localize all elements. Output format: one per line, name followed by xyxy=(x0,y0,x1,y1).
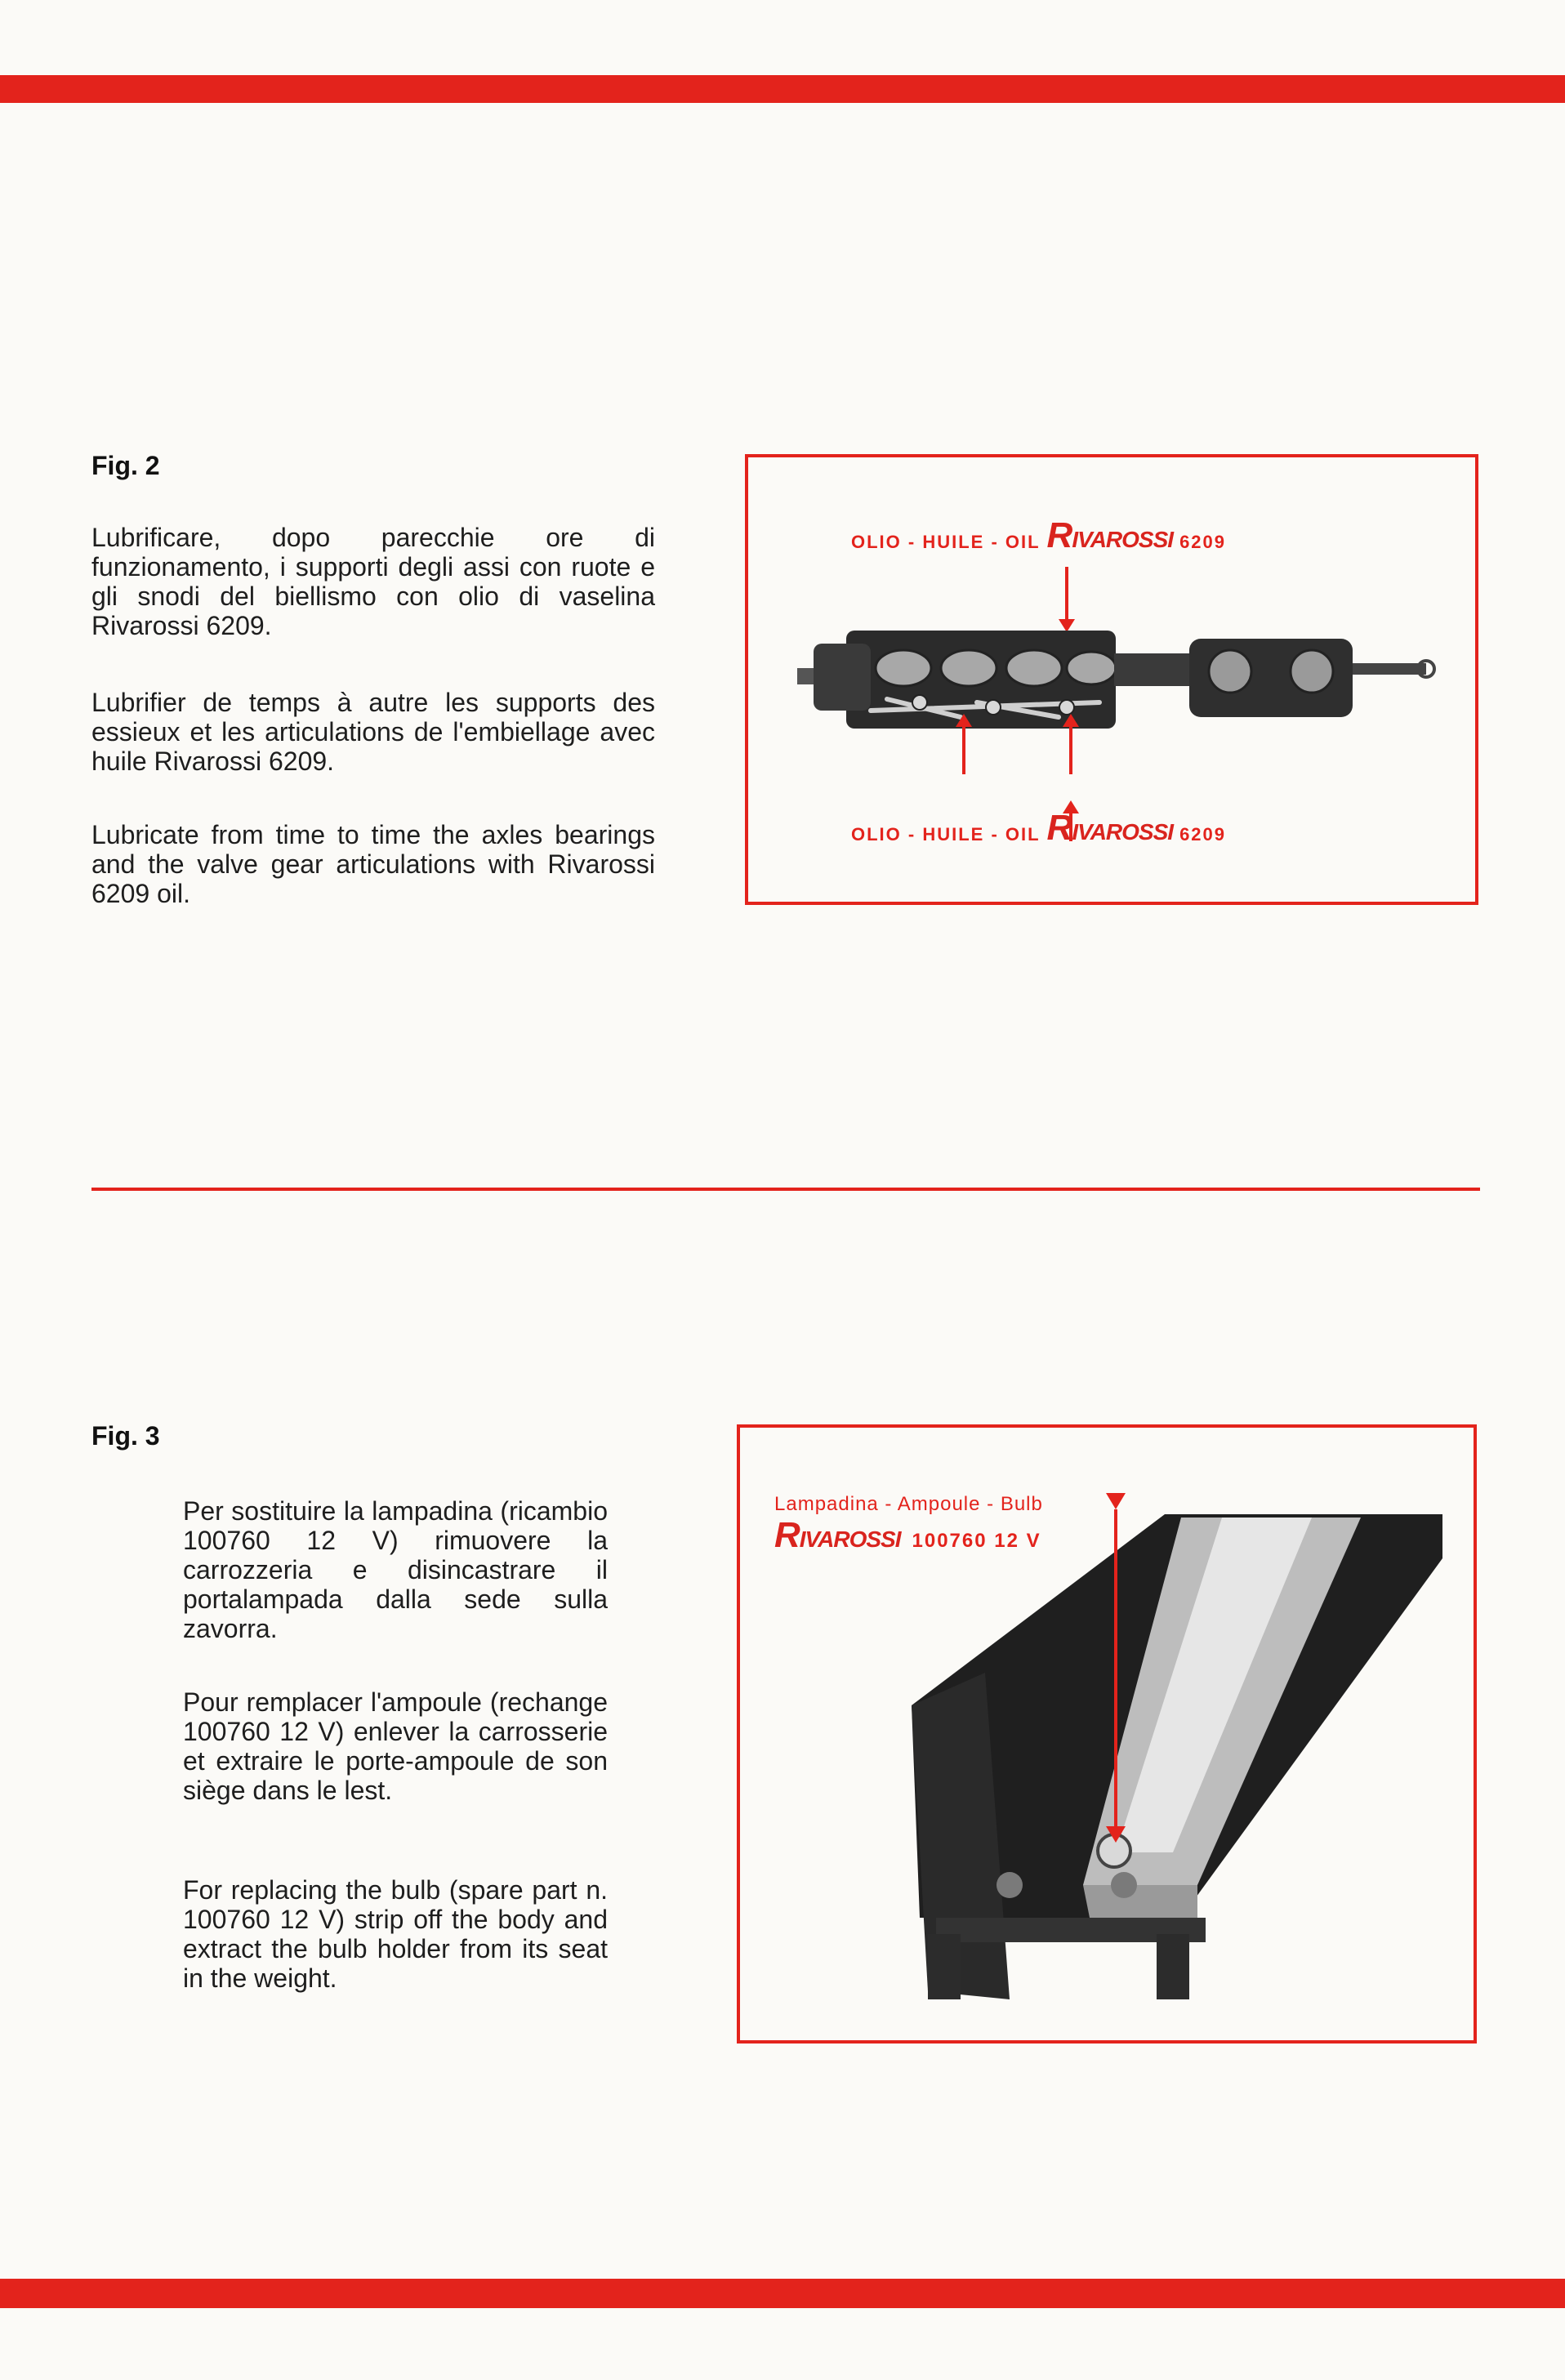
fig2-bottom-oil-label: OLIO - HUILE - OIL RIVAROSSI 6209 xyxy=(851,808,1227,848)
locomotive-body-illustration xyxy=(740,1428,1474,2040)
fig2-top-oil-label: OLIO - HUILE - OIL RIVAROSSI 6209 xyxy=(851,515,1227,555)
fig3-paragraph-it: Per sostituire la lampadina (ricambio 100760 12 V) rimuovere la carrozzeria e disincastrare il portalampada dalla sede sulla zavorra. xyxy=(183,1496,608,1643)
rivarossi-logo: RIVAROSSI xyxy=(774,1515,901,1555)
fig2-paragraph-en: Lubricate from time to time the axles bearings and the valve gear articulations with Rivarossi 6209 oil. xyxy=(91,820,655,908)
rivarossi-logo: RIVAROSSI xyxy=(1046,808,1174,848)
fig3-image-frame xyxy=(737,1424,1477,2044)
section-divider xyxy=(91,1188,1480,1191)
fig2-image-frame xyxy=(745,454,1478,905)
top-red-band xyxy=(0,75,1565,103)
fig3-brand-row: RIVAROSSI 100760 12 V xyxy=(774,1515,1041,1555)
fig2-label: Fig. 2 xyxy=(91,451,160,480)
rivarossi-logo: RIVAROSSI xyxy=(1046,515,1174,555)
fig3-bulb-label: Lampadina - Ampoule - Bulb xyxy=(774,1493,1043,1515)
fig2-paragraph-it: Lubrificare, dopo parecchie ore di funzionamento, i supporti degli assi con ruote e gli snodi del biellismo con olio di vaselina Rivarossi 6209. xyxy=(91,523,655,640)
fig3-label: Fig. 3 xyxy=(91,1421,160,1451)
fig2-paragraph-fr: Lubrifier de temps à autre les supports des essieux et les articulations de l'embiellage avec huile Rivarossi 6209. xyxy=(91,688,655,776)
fig3-paragraph-fr: Pour remplacer l'ampoule (rechange 100760 12 V) enlever la carrosserie et extraire le porte-ampoule de son siège dans le lest. xyxy=(183,1687,608,1805)
fig3-paragraph-en: For replacing the bulb (spare part n. 100760 12 V) strip off the body and extract the bulb holder from its seat in the weight. xyxy=(183,1875,608,1993)
bottom-red-band xyxy=(0,2279,1565,2308)
